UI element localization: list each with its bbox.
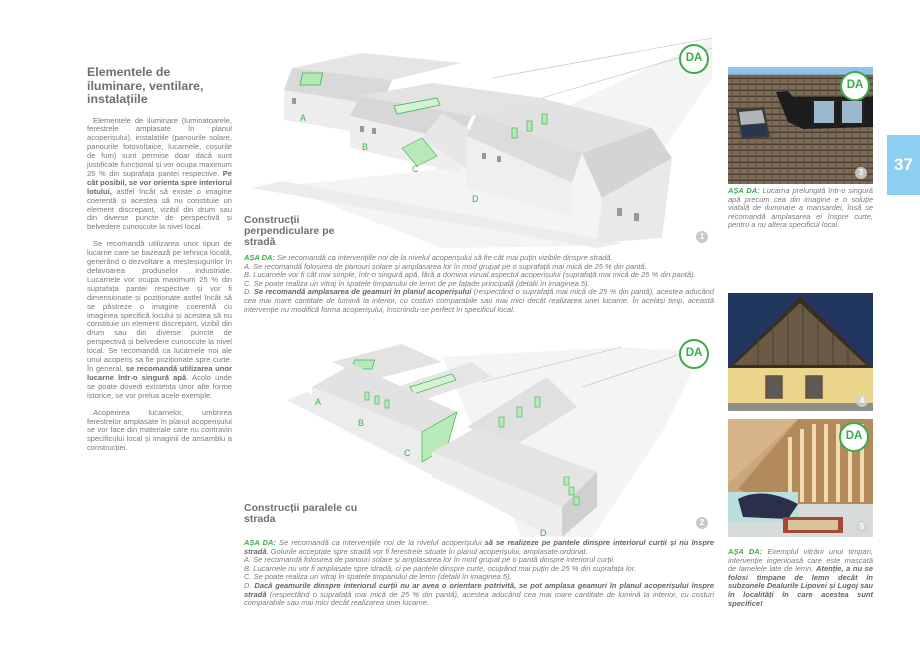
para-emphasis: se recomandă utilizarea unor lucarne într-o singură apă (87, 363, 232, 382)
para-text: Elementele de iluminare (luminatoarele, ferestrele amplasate în planul acoperișului), instalațiile (panourile solare, panourile fotovoltaice, lucarnele, coșurile de fum) sunt permise doar dacă sunt justificate funcțional și vor ocupa maximum 25 % din suprafața pantei respective. (87, 115, 232, 178)
figure-1-caption: Construcții perpendiculare pe stradă (244, 214, 335, 248)
left-column (87, 66, 232, 461)
note-a: A. Se recomandă folosirea de panouri solare și amplasarea lor în mod grupat pe o suprafață mai mică de 25 % din pantă. (244, 261, 647, 271)
label-c: C (412, 164, 419, 174)
label-a: A (315, 397, 322, 407)
note-b: B. Lucarnele vor fi cât mai simple, într-o singură apă, fără a domina vizual aspectul acoperișului (suprafață mai mică de 25 % din pantă). (244, 270, 696, 280)
para-text: Acoperirea lucarnelor, umbrirea ferestrelor amplasate în planul acoperișului se vor face din materiale care nu contravin specificului local și imaginii de ansamblu a construcției. (87, 407, 232, 453)
figure-2-number: 2 (696, 517, 708, 529)
body-paragraph-2 (87, 240, 232, 400)
notes-lead: AȘA DA: (244, 253, 275, 262)
wooden-gable-image (728, 293, 873, 411)
note-a: A. Se recomandă folosirea de panouri solare și amplasarea lor în mod grupat pe o pantă dinspre interiorul curții. (244, 555, 616, 565)
figure-2-da-badge: DA (679, 339, 709, 369)
label-b: B (358, 418, 365, 428)
figure-2-notes: AȘA DA: Se recomandă ca intervențiile noi de la nivelul acoperișului să se realizeze pe pantele dinspre interiorul curții și nu înspre stradă. Golurile acceptate spre stradă vor fi ferestrele situate în planul acoperișului, amplasate ordonat. A. Se recomandă folosirea de panouri solare și amplasarea lor în mod grupat pe o pantă dinspre interiorul curții. B. Lucarnele nu vor fi amplasate spre stradă, ci pe pantele dinspre curte, ocupând mai puțin de 25 % din suprafața lor. C. Se poate realiza un vitraj în spatele timpanului de lemn (detalii în imaginea 5). D. Dacă geamurile dinspre interiorul curții nu ar avea o orientare potrivită, se pot amplasa geamuri în planul acoperișului înspre stradă (respectând o suprafață mai mică de 25 % din pantă), acestea aducând cea mai mare cantitate de lumină la interior, cu costuri comparabile sau mai mici decât realizarea unei lucarne. (244, 538, 714, 608)
notes-intro: Se recomandă ca intervențiile noi de la nivelul acoperișului să fie cât mai puțin vizibile dinspre stradă. (274, 253, 613, 262)
notes-lead: AȘA DA: (244, 538, 276, 547)
para-emphasis: Pe cât posibil, se vor orienta spre interiorul lotului, (87, 168, 232, 196)
para-text: astfel încât să existe o imagine coerentă și acestea să nu constituie un element discrepant, vizibil din drum sau din diverse puncte de perspectivă și belvedere cunoscute la nivel local. (87, 186, 232, 232)
photo-5-caption: AȘA DA: Exemplul vitrării unui timpan, intervenție ingenioasă care este mascată de lamelele late de lemn. Atenție, a nu se folosi timpane de lemn decât în subzonele Dealurile Lipovei și Lugoj sau în localități în care acestea sunt specifice! (728, 547, 873, 608)
note-b: B. Lucarnele nu vor fi amplasate spre stradă, ci pe pantele dinspre curte, ocupând mai puțin de 25 % din suprafața lor. (244, 563, 637, 573)
label-b: B (362, 142, 369, 152)
note-d: D. Se recomandă amplasarea de geamuri în planul acoperișului (respectând o suprafață mai mică de 25 % din pantă), acestea aducând cea mai mare cantitate de lumină la interior, cu costuri comparabile sau mai mici decât realizarea unei lucarne. În același timp, această intervenție nu modifică forma acoperișului, înscriindu-se perfect în specificul local. (244, 287, 714, 314)
para-text: Se recomandă utilizarea unor tipuri de lucarne care se bazează pe tehnica locală, generând o dezvoltare a meșteșugurilor în defavoarea produselor industriale. Lucarnele vor ocupa maximum 25 % din suprafața pantei respective și vor fi dimensionate și poziționate astfel încât să se păstreze o imagine coerentă cu imaginea specifică locului și acestea să nu constituie un element discrepant, vizibil din drum sau din diverse puncte de perspectivă și belvedere cunoscute la nivel local. Se recomandă ca lucarnele noi ale unui acoperiș sa fie poziționate spre curte. În general, (87, 239, 232, 373)
figure-1-da-badge: DA (679, 44, 709, 74)
label-c: C (404, 448, 411, 458)
figure-2-caption: Construcții paralele cu strada (244, 502, 358, 525)
photo-5-number: 5 (856, 521, 868, 533)
photo-4-number: 4 (856, 395, 868, 407)
page-number-tab: 37 (887, 135, 920, 195)
figure-1-notes (244, 254, 714, 314)
label-a: A (300, 113, 307, 123)
label-d: D (540, 528, 547, 537)
para-text: . Acolo unde se poate dovedi existența unor alte forme istorice, se vor prelua acele exemple. (87, 372, 232, 400)
photo-3-number: 3 (855, 167, 867, 179)
label-d: D (472, 194, 479, 204)
photo-3-caption: AȘA DA: Lucarna prelungită într-o singură apă precum cea din imagine e o soluție viabilă de iluminare a mansardei, însă se recomandă amplasarea ei înspre curte, pentru a nu altera specificul local. (728, 186, 873, 230)
body-paragraph-3 (87, 409, 232, 454)
note-d: D. Dacă geamurile dinspre interiorul curții nu ar avea o orientare potrivită, se pot amplasa geamuri în planul acoperișului înspre stradă (respectând o suprafață mai mică de 25 % din pantă), acestea aducând cea mai mare cantitate de lumină la interior, cu costuri comparabile sau mai mici decât realizarea unei lucarne. (244, 580, 714, 608)
section-title: Elementele de iluminare, ventilare, instalațiile (87, 65, 204, 106)
photo-3-da-badge: DA (840, 71, 870, 101)
figure-1-number: 1 (696, 231, 708, 243)
photo-5-da-badge: DA (839, 422, 869, 452)
photo-4-gable-house (728, 293, 873, 411)
body-paragraph-1 (87, 117, 232, 233)
note-c: C. Se poate realiza un vitraj în spatele timpanului de lemn (detalii în imaginea 5). (244, 572, 512, 582)
note-c: C. Se poate realiza un vitraj în spatele timpanului de lemn de pe fațade principală (detalii în imaginea 5). (244, 278, 590, 288)
